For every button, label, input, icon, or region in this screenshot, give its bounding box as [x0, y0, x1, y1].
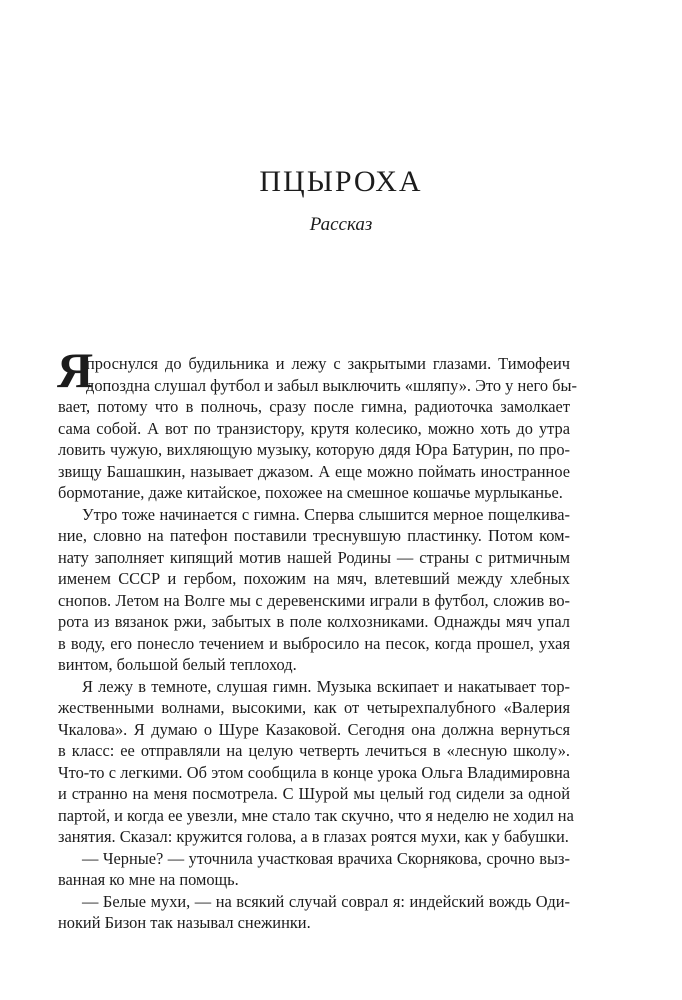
- text-line: ловить чужую, вихляющую музыку, которую дядя Юра Батурин, по про-: [58, 440, 570, 459]
- text-line: в воду, его понесло течением и выбросило на песок, когда прошел, ухая: [58, 633, 570, 653]
- text-line: звищу Башашкин, называет джазом. А еще можно поймать иностранное: [58, 461, 570, 481]
- text-line: Утро тоже начинается с гимна. Сперва слышится мерное пощелкива-: [82, 504, 570, 524]
- text-line: партой, и когда ее увезли, мне стало так скучно, что я неделю не ходил на: [58, 805, 574, 825]
- text-line: Я лежу в темноте, слушая гимн. Музыка вскипает и накатывает тор-: [82, 676, 570, 696]
- text-line: — Черные? — уточнила участковая врачиха Скорнякова, срочно выз-: [82, 848, 570, 868]
- story-subtitle: Рассказ: [309, 214, 373, 235]
- text-line: именем СССР и гербом, похожим на мяч, влетевший между хлебных: [58, 569, 570, 588]
- text-line: снопов. Летом на Волге мы с деревенскими играли в футбол, сложив во-: [58, 590, 570, 610]
- text-line: нокий Бизон так называл снежинки.: [58, 913, 311, 932]
- text-line: занятия. Сказал: кружится голова, а в глазах роятся мухи, как у бабушки.: [58, 827, 569, 846]
- text-line: вает, потому что в полночь, сразу после гимна, радиоточка замолкает: [58, 397, 570, 416]
- story-title: ПЦЫРОХА: [259, 165, 423, 198]
- text-line: — Белые мухи, — на всякий случай соврал я: индейский вождь Оди-: [82, 891, 570, 911]
- text-line: нату заполняет кипящий мотив нашей Родины — страны с ритмичным: [58, 547, 570, 567]
- text-line: ванная ко мне на помощь.: [58, 870, 239, 889]
- drop-cap: Я: [57, 342, 94, 398]
- text-line: жественными волнами, высокими, как от четырехпалубного «Валерия: [58, 698, 570, 717]
- story-body: [57, 342, 577, 934]
- text-line: Чкалова». Я думаю о Шуре Казаковой. Сегодня она должна вернуться: [58, 719, 570, 739]
- text-line: ние, словно на патефон поставили треснувшую пластинку. Потом ком-: [58, 526, 570, 545]
- text-line: Что-то с легкими. Об этом сообщила в конце урока Ольга Владимировна: [58, 762, 570, 782]
- text-line: винтом, большой белый теплоход.: [58, 655, 297, 674]
- text-line: допоздна слушал футбол и забыл выключить «шляпу». Это у него бы-: [86, 375, 577, 395]
- text-line: в класс: ее отправляли на целую четверть лечиться в «лесную школу».: [58, 741, 570, 760]
- text-line: проснулся до будильника и лежу с закрытыми глазами. Тимофеич: [86, 354, 570, 373]
- text-line: и странно на меня посмотрела. С Шурой мы целый год сидели за одной: [58, 784, 570, 803]
- text-line: рота из вязанок ржи, забытых в поле колхозниками. Однажды мяч упал: [58, 612, 570, 631]
- text-line: бормотание, даже китайское, похожее на смешное кошачье мурлыканье.: [58, 483, 563, 502]
- text-line: сама собой. А вот по транзистору, крутя колесико, можно хоть до утра: [58, 418, 570, 438]
